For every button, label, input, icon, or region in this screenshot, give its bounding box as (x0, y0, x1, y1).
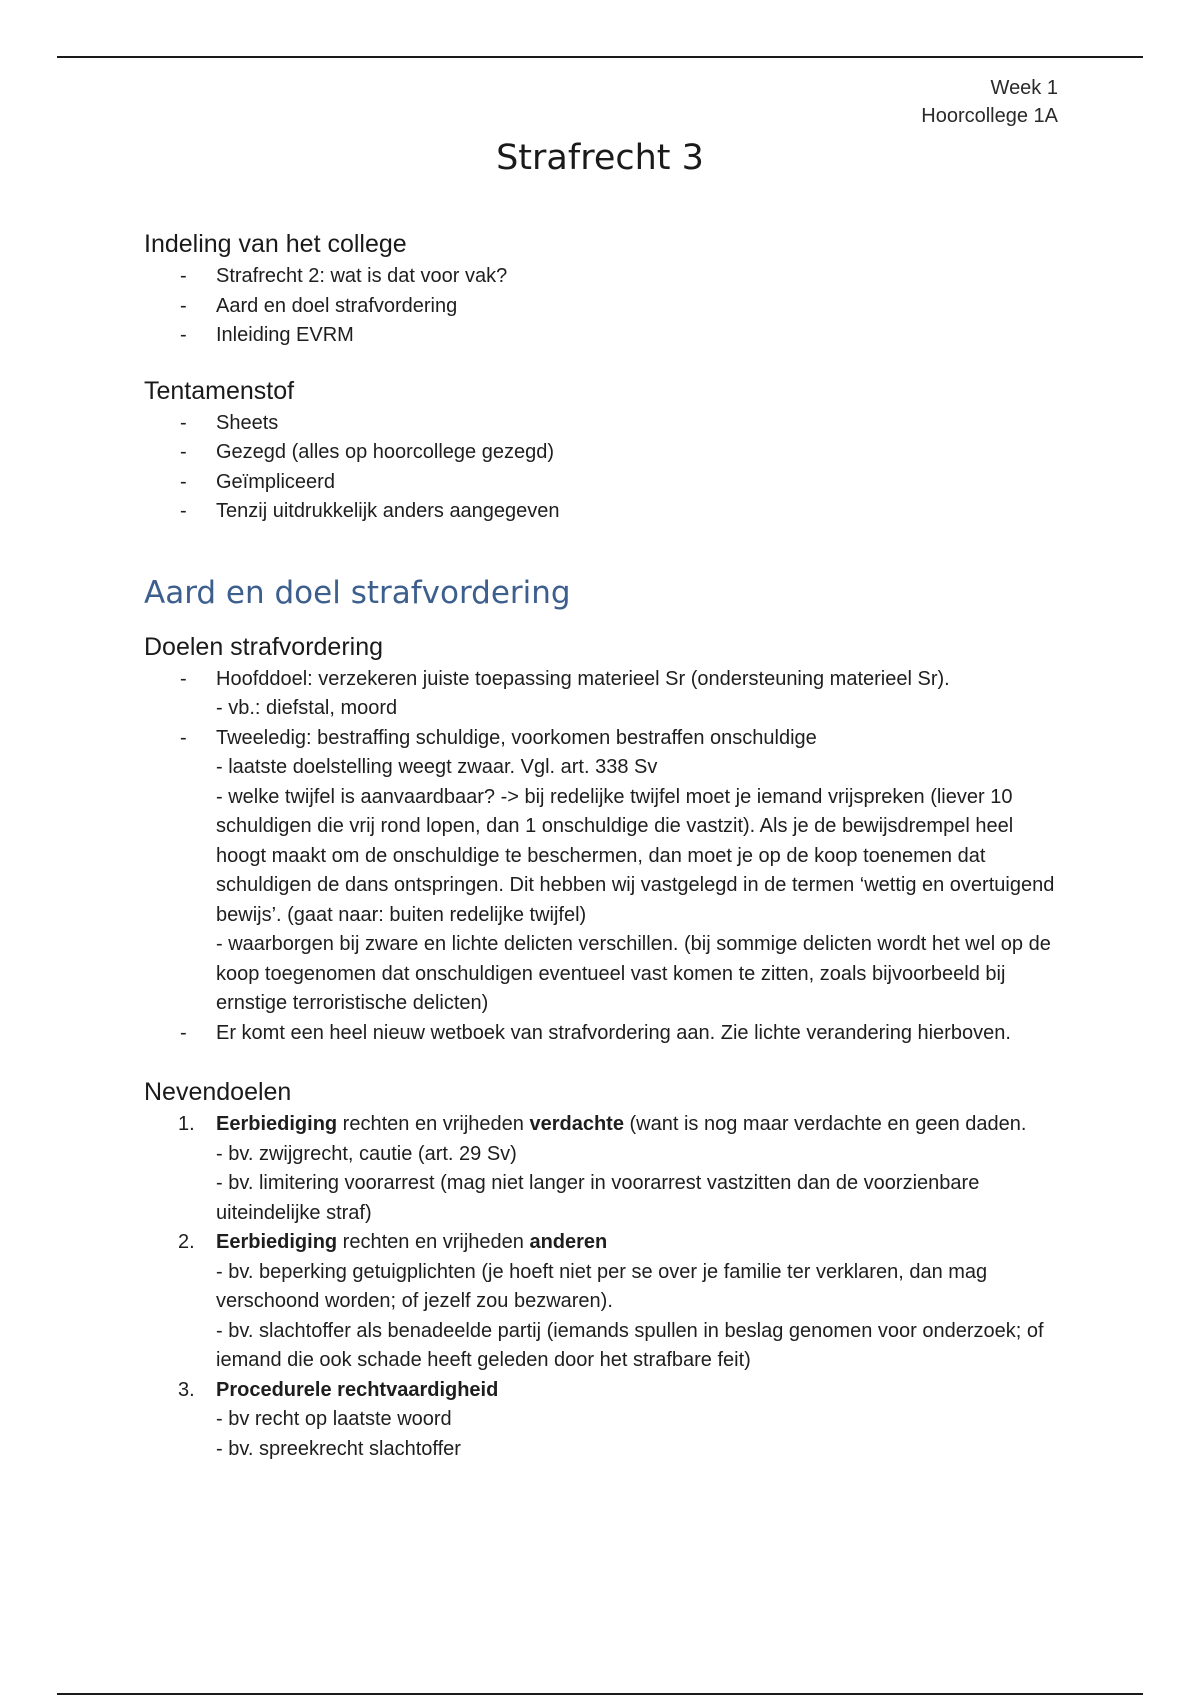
section-tentamenstof (144, 375, 1064, 527)
list-item: - Inleiding EVRM (180, 324, 354, 346)
list-item: - Tweeledig: bestraffing schuldige, voorkomen bestraffen onschuldige - laatste doelstelling weegt zwaar. Vgl. art. 338 Sv - welke twijfel is aanvaardbaar? -> bij redelijke twijfel moet je iemand vrijspreken (liever 10 schuldigen die vrij rond lopen, dan 1 onschuldige die vastzit). Als je de bewijsdrempel heel hoogt maakt om de onschuldige te beschermen, dan moet je op de koop toenemen dat schuldigen de dans ontspringen. Dit hebben wij vastgelegd in de termen ‘wettig en overtuigend bewijs’. (gaat naar: buiten redelijke twijfel) - waarborgen bij zware en lichte delicten verschillen. (bij sommige delicten wordt het wel op de koop toegenomen dat onschuldigen eventueel vast komen te zitten, zoals bijvoorbeeld bij ernstige terroristische delicten) (180, 726, 1055, 1014)
list-item: - Aard en doel strafvordering (180, 294, 458, 317)
list-item: 2. Eerbiediging rechten en vrijheden anderen - bv. beperking getuigplichten (je hoeft niet per se over je familie ter verklaren, dan mag verschoond worden; of jezelf zou bezwaren). - bv. slachtoffer als benadeelde partij (iemands spullen in beslag genomen voor onderzoek; of iemand die ook schade heeft geleden door het strafbare feit) (178, 1231, 1044, 1371)
list-doelen (144, 665, 1064, 1049)
list-nevendoelen (144, 1110, 1064, 1464)
list-indeling (144, 262, 1064, 351)
major-heading: Aard en doel strafvordering (144, 574, 571, 611)
document-body (144, 228, 1064, 1488)
list-item: - Strafrecht 2: wat is dat voor vak? (180, 265, 508, 287)
header-lecture: Hoorcollege 1A (921, 105, 1058, 127)
section-nevendoelen (144, 1076, 1064, 1464)
document-title: Strafrecht 3 (496, 138, 704, 178)
section-indeling (144, 228, 1064, 351)
list-item: - Hoofddoel: verzekeren juiste toepassing materieel Sr (ondersteuning materieel Sr). - vb.: diefstal, moord (180, 667, 950, 719)
list-item: 3. Procedurele rechtvaardigheid - bv recht op laatste woord - bv. spreekrecht slachtoffer (178, 1378, 499, 1460)
list-item: - Er komt een heel nieuw wetboek van strafvordering aan. Zie lichte verandering hierboven. (180, 1021, 1011, 1044)
list-item: - Gezegd (alles op hoorcollege gezegd) (180, 441, 554, 463)
list-item: 1. Eerbiediging rechten en vrijheden verdachte (want is nog maar verdachte en geen daden. - bv. zwijgrecht, cautie (art. 29 Sv) - bv. limitering voorarrest (mag niet langer in voorarrest vastzitten dan de voorzienbare uiteindelijke straf) (178, 1113, 1027, 1224)
section-doelen (144, 631, 1064, 1049)
list-tentamenstof (144, 409, 1064, 527)
top-rule (57, 56, 1143, 58)
list-item: - Geïmpliceerd (180, 470, 335, 493)
heading-doelen: Doelen strafvordering (144, 632, 384, 661)
list-item: - Sheets (180, 411, 279, 434)
page-header (921, 74, 1058, 130)
heading-nevendoelen: Nevendoelen (144, 1078, 292, 1106)
header-week: Week 1 (990, 77, 1058, 99)
list-item: - Tenzij uitdrukkelijk anders aangegeven (180, 500, 560, 522)
heading-tentamenstof: Tentamenstof (144, 376, 295, 405)
bottom-rule (57, 1693, 1143, 1695)
heading-indeling: Indeling van het college (144, 230, 407, 258)
